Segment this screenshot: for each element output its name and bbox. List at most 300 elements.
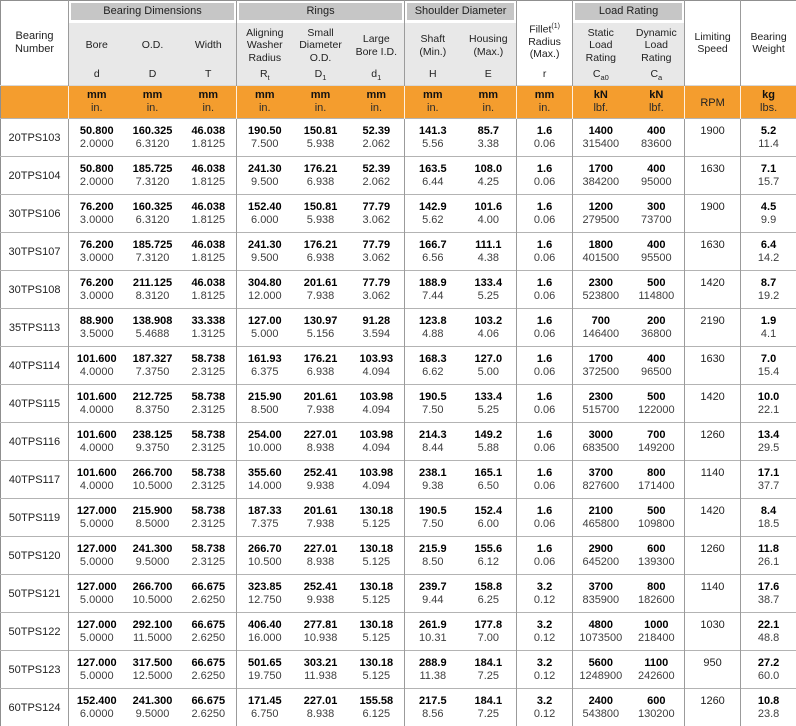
metric-value: 3.2 (536, 656, 553, 669)
unit-cell-width: mm in. (181, 86, 237, 119)
value-cell-dynamic-load-rating (629, 271, 685, 309)
metric-value: 130.18 (359, 542, 394, 555)
metric-value: 252.41 (303, 580, 338, 593)
inch-value (685, 670, 740, 683)
metric-value: 46.038 (191, 200, 226, 213)
inch-value: 0.12 (533, 593, 556, 606)
inch-value: 2.3125 (191, 365, 226, 378)
inch-value: 5.25 (477, 289, 500, 302)
value-cell-housing-max (461, 537, 517, 575)
inch-value: 0.06 (533, 517, 556, 530)
inch-value: 18.5 (757, 517, 780, 530)
value-cell-limiting-speed (685, 689, 741, 726)
metric-value: 171.45 (247, 694, 282, 707)
inch-value: 9.38 (422, 479, 444, 492)
inch-value: 9.5000 (135, 707, 170, 720)
inch-value: 4.88 (422, 327, 444, 340)
value-cell-dynamic-load-rating (629, 423, 685, 461)
value-cell-dynamic-load-rating (629, 233, 685, 271)
inch-value: 543800 (582, 707, 620, 720)
inch-value: 7.375 (251, 517, 279, 530)
inch-value: 1.8125 (191, 213, 226, 226)
metric-value: 130.18 (359, 504, 394, 517)
metric-value: 190.5 (419, 390, 447, 403)
inch-value: 515700 (582, 403, 620, 416)
value-cell-housing-max (461, 423, 517, 461)
metric-value: 1400 (588, 124, 614, 137)
metric-value: 11.8 (758, 542, 779, 555)
inch-value: 6.3120 (135, 213, 170, 226)
inch-value: 8.56 (422, 707, 444, 720)
inch-value: 7.3120 (135, 175, 170, 188)
value-cell-bearing-weight (741, 119, 796, 157)
value-cell-dynamic-load-rating (629, 157, 685, 195)
metric-value: 101.600 (76, 352, 117, 365)
metric-value: 500 (647, 276, 666, 289)
metric-value: 185.725 (132, 162, 173, 175)
metric-value: 1260 (700, 542, 725, 555)
inch-value: 401500 (582, 251, 620, 264)
metric-value: 3.2 (536, 618, 553, 631)
inch-value (685, 366, 740, 379)
value-cell-shaft-min (405, 347, 461, 385)
inch-value: 4.094 (362, 403, 391, 416)
inch-value: 48.8 (757, 631, 780, 644)
metric-value: 201.61 (303, 390, 338, 403)
value-cell-fillet-radius-max (517, 309, 573, 347)
value-cell-shaft-min (405, 461, 461, 499)
column-header-bearing-number (1, 1, 69, 86)
value-cell-width (181, 385, 237, 423)
inch-value: 38.7 (757, 593, 780, 606)
metric-value: 1900 (700, 200, 725, 213)
value-cell-fillet-radius-max (517, 119, 573, 157)
metric-value: 227.01 (303, 428, 338, 441)
inch-value: 5.0000 (79, 517, 114, 530)
metric-value: 1700 (588, 352, 614, 365)
inch-value: 3.0000 (79, 289, 114, 302)
value-cell-bearing-weight (741, 651, 796, 689)
value-cell-od (125, 499, 181, 537)
value-cell-od (125, 271, 181, 309)
metric-value: 4.5 (760, 200, 777, 213)
inch-value: 19.2 (757, 289, 780, 302)
metric-value: 3.2 (536, 694, 553, 707)
symbol-Ca0: $C_{a0}$ (592, 68, 609, 83)
inch-value: 7.00 (477, 631, 500, 644)
metric-value: 500 (647, 390, 666, 403)
metric-value: 1140 (700, 466, 725, 479)
inch-value: 3.062 (362, 251, 391, 264)
value-cell-aligning-washer-radius (237, 233, 293, 271)
inch-value: 3.594 (362, 327, 391, 340)
metric-value: 600 (647, 694, 666, 707)
metric-value: 76.200 (79, 200, 114, 213)
unit-cell-bearing-weight: kg lbs. (741, 86, 796, 119)
metric-value: 111.1 (475, 238, 502, 251)
inch-value: 7.938 (306, 517, 335, 530)
metric-value: 2900 (588, 542, 614, 555)
inch-value: 95000 (641, 175, 672, 188)
value-cell-bore (69, 499, 125, 537)
value-cell-small-diameter-od (293, 385, 349, 423)
metric-value: 1630 (700, 162, 725, 175)
value-cell-od (125, 309, 181, 347)
table-row (1, 385, 796, 423)
inch-value: 6.750 (251, 707, 279, 720)
value-cell-width (181, 499, 237, 537)
value-cell-large-bore-id (349, 271, 405, 309)
table-row (1, 651, 796, 689)
metric-value: 130.97 (303, 314, 338, 327)
inch-value: 9.500 (251, 251, 279, 264)
value-cell-bore (69, 575, 125, 613)
inch-value: 2.3125 (191, 403, 226, 416)
metric-value: 155.58 (359, 694, 394, 707)
value-cell-shaft-min (405, 651, 461, 689)
metric-value: 85.7 (477, 124, 500, 137)
group-header-bearing-dimensions: Bearing Dimensions (69, 1, 237, 24)
inch-value: 0.06 (533, 289, 556, 302)
value-cell-fillet-radius-max (517, 499, 573, 537)
value-cell-static-load-rating (573, 385, 629, 423)
bearing-number-cell: 50TPS119 (8, 511, 61, 524)
inch-value: 182600 (637, 593, 675, 606)
metric-value: 101.6 (474, 200, 503, 213)
column-header-dynamic-load-rating: Dynamic Load Rating $C_a$ (629, 23, 685, 86)
value-cell-large-bore-id (349, 347, 405, 385)
inch-value (685, 214, 740, 227)
metric-value: 130.18 (359, 618, 394, 631)
metric-value: 266.700 (132, 580, 173, 593)
inch-value (685, 176, 740, 189)
metric-value: 176.21 (303, 238, 338, 251)
metric-value: 138.908 (132, 314, 173, 327)
metric-value: 91.28 (362, 314, 391, 327)
value-cell-shaft-min (405, 271, 461, 309)
metric-value: 46.038 (191, 162, 226, 175)
metric-value: 46.038 (191, 124, 226, 137)
inch-value (685, 252, 740, 265)
inch-value: 3.38 (477, 137, 500, 150)
value-cell-width (181, 689, 237, 726)
unit-cell-small-diameter-od: mm in. (293, 86, 349, 119)
column-header-width: Width T (181, 23, 237, 86)
table-row (1, 309, 796, 347)
inch-value: 7.500 (251, 137, 279, 150)
inch-value: 6.44 (422, 175, 444, 188)
bearing-number-header-label: Bearing Number (14, 29, 55, 55)
inch-value: 3.0000 (79, 251, 114, 264)
inch-value: 5.56 (422, 137, 444, 150)
inch-value: 6.0000 (79, 707, 114, 720)
value-cell-static-load-rating (573, 537, 629, 575)
value-cell-small-diameter-od (293, 347, 349, 385)
value-cell-od (125, 613, 181, 651)
bearing-number-cell: 40TPS115 (8, 397, 61, 410)
inch-value: 0.06 (533, 441, 556, 454)
value-cell-static-load-rating (573, 461, 629, 499)
value-cell-aligning-washer-radius (237, 309, 293, 347)
metric-value: 187.327 (132, 352, 173, 365)
value-cell-small-diameter-od (293, 423, 349, 461)
table-row (1, 537, 796, 575)
inch-value (685, 404, 740, 417)
column-header-aligning-washer-radius: Aligning Washer Radius $R_t$ (237, 23, 293, 86)
metric-value: 127.000 (76, 504, 117, 517)
column-header-od: O.D. D (125, 23, 181, 86)
inch-value: 149200 (637, 441, 675, 454)
group-header-load-rating: Load Rating (573, 1, 685, 24)
inch-value: 4.06 (477, 327, 500, 340)
metric-value: 77.79 (362, 276, 391, 289)
metric-value: 188.9 (419, 276, 447, 289)
inch-value: 5.000 (251, 327, 279, 340)
symbol-E: E (484, 68, 492, 80)
metric-value: 215.90 (247, 390, 282, 403)
table-row (1, 575, 796, 613)
inch-value: 384200 (582, 175, 620, 188)
inch-value: 6.12 (477, 555, 500, 568)
inch-value (685, 708, 740, 721)
metric-value: 127.000 (76, 656, 117, 669)
value-cell-bore (69, 309, 125, 347)
value-cell-static-load-rating (573, 347, 629, 385)
value-cell-large-bore-id (349, 651, 405, 689)
inch-value: 0.06 (533, 365, 556, 378)
symbol-Ca: $C_a$ (650, 68, 663, 83)
metric-value: 66.675 (191, 656, 226, 669)
inch-value: 4.0000 (79, 365, 114, 378)
metric-value: 241.30 (247, 162, 282, 175)
value-cell-large-bore-id (349, 575, 405, 613)
inch-value: 9.938 (306, 479, 335, 492)
metric-value: 239.7 (419, 580, 447, 593)
inch-value: 0.06 (533, 327, 556, 340)
metric-value: 1260 (700, 694, 725, 707)
inch-value: 1.8125 (191, 289, 226, 302)
inch-value: 5.0000 (79, 555, 114, 568)
value-cell-large-bore-id (349, 233, 405, 271)
metric-value: 303.21 (303, 656, 338, 669)
metric-value: 1420 (700, 276, 725, 289)
inch-value: 6.00 (477, 517, 500, 530)
value-cell-od (125, 157, 181, 195)
value-cell-bearing-weight (741, 309, 796, 347)
value-cell-width (181, 233, 237, 271)
inch-value: 6.56 (422, 251, 444, 264)
inch-value: 5.125 (362, 669, 391, 682)
inch-value: 29.5 (757, 441, 780, 454)
metric-value: 101.600 (76, 428, 117, 441)
inch-value: 1.8125 (191, 137, 226, 150)
value-cell-housing-max (461, 195, 517, 233)
inch-value: 19.750 (247, 669, 282, 682)
value-cell-housing-max (461, 575, 517, 613)
metric-value: 123.8 (419, 314, 447, 327)
value-cell-shaft-min (405, 689, 461, 726)
inch-value: 645200 (582, 555, 620, 568)
symbol-d: d (93, 68, 100, 80)
metric-value: 127.000 (76, 580, 117, 593)
metric-value: 227.01 (303, 542, 338, 555)
metric-value: 261.9 (419, 618, 447, 631)
inch-value (685, 594, 740, 607)
metric-value: 77.79 (362, 200, 391, 213)
inch-value: 1.8125 (191, 175, 226, 188)
value-cell-od (125, 575, 181, 613)
metric-value: 152.400 (76, 694, 117, 707)
inch-value: 7.44 (422, 289, 444, 302)
inch-value: 7.938 (306, 289, 335, 302)
value-cell-static-load-rating (573, 651, 629, 689)
inch-value: 5.0000 (79, 631, 114, 644)
inch-value: 2.6250 (191, 593, 226, 606)
value-cell-bearing-weight (741, 613, 796, 651)
metric-value: 184.1 (474, 694, 503, 707)
value-cell-bearing-weight (741, 385, 796, 423)
value-cell-aligning-washer-radius (237, 347, 293, 385)
inch-value: 2.3125 (191, 441, 226, 454)
value-cell-dynamic-load-rating (629, 347, 685, 385)
metric-value: 1.6 (536, 390, 553, 403)
bearing-number-cell: 50TPS120 (8, 549, 61, 562)
inch-value: 5.0000 (79, 669, 114, 682)
inch-value: 7.50 (422, 403, 444, 416)
metric-value: 254.00 (247, 428, 282, 441)
inch-value: 5.125 (362, 517, 391, 530)
metric-value: 160.325 (132, 200, 173, 213)
inch-value: 2.6250 (191, 669, 226, 682)
inch-value: 0.06 (533, 213, 556, 226)
inch-value: 4.0000 (79, 441, 114, 454)
metric-value: 108.0 (474, 162, 503, 175)
inch-value: 5.125 (362, 631, 391, 644)
fillet-footnote: (1) (551, 23, 560, 31)
metric-value: 66.675 (191, 694, 226, 707)
fillet-label: Fillet (529, 23, 552, 36)
inch-value: 835900 (582, 593, 620, 606)
inch-value: 12.5000 (132, 669, 173, 682)
value-cell-static-load-rating (573, 157, 629, 195)
inch-value: 10.5000 (132, 479, 173, 492)
inch-value: 4.1 (760, 327, 777, 340)
value-cell-bearing-weight (741, 233, 796, 271)
table-row (1, 689, 796, 726)
metric-value: 150.81 (303, 200, 338, 213)
value-cell-width (181, 119, 237, 157)
metric-value: 2190 (700, 314, 725, 327)
inch-value: 372500 (582, 365, 620, 378)
metric-value: 1.6 (536, 162, 553, 175)
value-cell-small-diameter-od (293, 461, 349, 499)
value-cell-limiting-speed (685, 651, 741, 689)
value-cell-fillet-radius-max (517, 537, 573, 575)
metric-value: 2300 (588, 276, 614, 289)
inch-value: 5.156 (306, 327, 335, 340)
inch-value: 96500 (641, 365, 672, 378)
metric-value: 1.6 (536, 428, 553, 441)
inch-value: 171400 (637, 479, 675, 492)
inch-value: 130200 (637, 707, 675, 720)
metric-value: 66.675 (191, 580, 226, 593)
value-cell-dynamic-load-rating (629, 651, 685, 689)
inch-value (685, 480, 740, 493)
value-cell-width (181, 613, 237, 651)
value-cell-bore (69, 537, 125, 575)
value-cell-aligning-washer-radius (237, 195, 293, 233)
inch-value: 83600 (641, 137, 672, 150)
inch-value: 8.500 (251, 403, 279, 416)
inch-value: 5.88 (477, 441, 500, 454)
value-cell-dynamic-load-rating (629, 385, 685, 423)
value-cell-limiting-speed (685, 309, 741, 347)
unit-cell-housing-max: mm in. (461, 86, 517, 119)
metric-value: 130.18 (359, 580, 394, 593)
value-cell-small-diameter-od (293, 537, 349, 575)
value-cell-static-load-rating (573, 233, 629, 271)
value-cell-shaft-min (405, 309, 461, 347)
inch-value: 10.31 (419, 631, 447, 644)
value-cell-large-bore-id (349, 195, 405, 233)
inch-value: 5.4688 (135, 327, 170, 340)
metric-value: 163.5 (419, 162, 447, 175)
inch-value: 0.12 (533, 707, 556, 720)
value-cell-small-diameter-od (293, 195, 349, 233)
value-cell-housing-max (461, 119, 517, 157)
value-cell-static-load-rating (573, 309, 629, 347)
value-cell-large-bore-id (349, 385, 405, 423)
inch-value: 12.750 (247, 593, 282, 606)
value-cell-small-diameter-od (293, 575, 349, 613)
value-cell-housing-max (461, 689, 517, 726)
inch-value: 37.7 (757, 479, 780, 492)
inch-value: 3.062 (362, 289, 391, 302)
metric-value: 400 (647, 162, 666, 175)
value-cell-fillet-radius-max (517, 689, 573, 726)
value-cell-large-bore-id (349, 119, 405, 157)
column-header-limiting-speed: Limiting Speed (685, 1, 741, 86)
inch-value: 0.12 (533, 631, 556, 644)
inch-value: 8.44 (422, 441, 444, 454)
value-cell-static-load-rating (573, 689, 629, 726)
value-cell-static-load-rating (573, 575, 629, 613)
metric-value: 241.300 (132, 542, 173, 555)
metric-value: 17.1 (757, 466, 780, 479)
inch-value: 2.3125 (191, 555, 226, 568)
metric-value: 1100 (644, 656, 669, 669)
metric-value: 1.6 (536, 542, 553, 555)
value-cell-large-bore-id (349, 461, 405, 499)
inch-value: 9.44 (422, 593, 444, 606)
metric-value: 501.65 (247, 656, 282, 669)
units-row (1, 86, 796, 119)
value-cell-housing-max (461, 157, 517, 195)
metric-value: 5600 (588, 656, 614, 669)
metric-value: 211.125 (132, 276, 173, 289)
metric-value: 400 (647, 238, 666, 251)
value-cell-width (181, 537, 237, 575)
symbol-D1: $D_1$ (314, 68, 327, 83)
bearing-number-cell: 35TPS113 (8, 321, 61, 334)
column-header-small-diameter-od: Small Diameter O.D. $D_1$ (293, 23, 349, 86)
column-header-shaft-min: Shaft (Min.) H (405, 23, 461, 86)
inch-value: 242600 (637, 669, 675, 682)
value-cell-large-bore-id (349, 689, 405, 726)
value-cell-fillet-radius-max (517, 423, 573, 461)
inch-value: 9.500 (251, 175, 279, 188)
metric-value: 46.038 (191, 238, 226, 251)
